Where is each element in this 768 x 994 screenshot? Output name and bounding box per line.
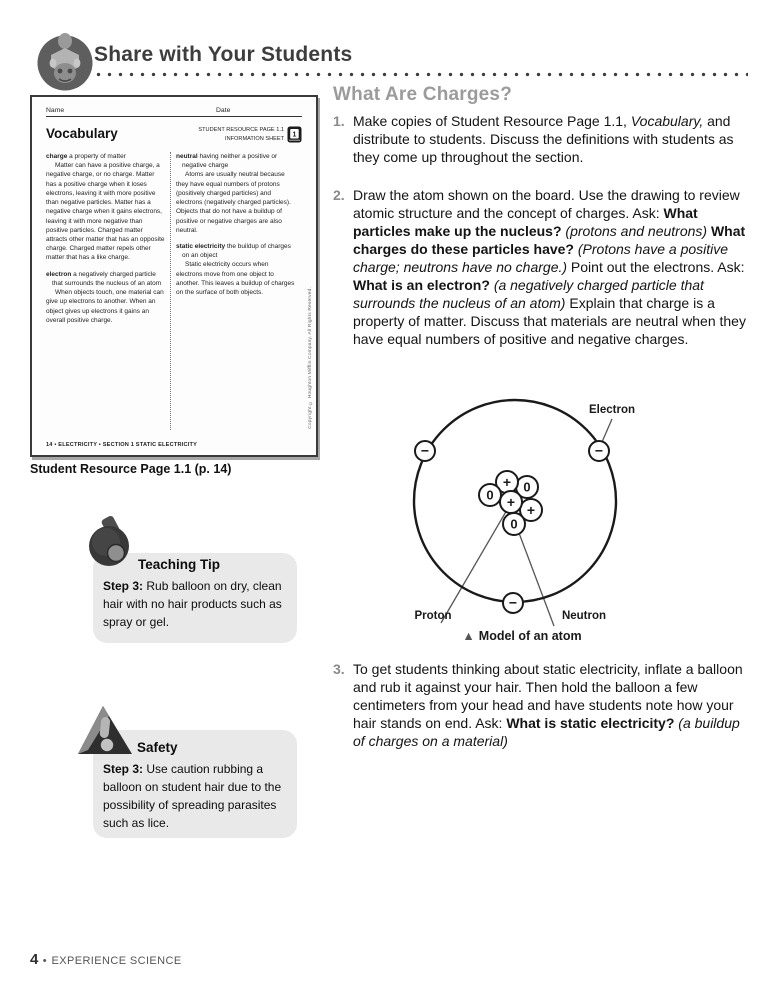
- footer-separator: •: [42, 955, 48, 967]
- definition-term: charge: [46, 153, 68, 160]
- definition-term: static electricity: [176, 242, 226, 250]
- svg-text:1: 1: [292, 131, 297, 139]
- safety-title: Safety: [137, 740, 178, 755]
- step-number: 3.: [333, 660, 345, 677]
- atom-diagram: [390, 390, 735, 638]
- neutron-leader-line: [516, 525, 554, 626]
- svg-text:−: −: [420, 442, 430, 459]
- definition-lead: [176, 152, 295, 170]
- teaching-tip-title: Teaching Tip: [138, 557, 221, 572]
- definition-term: neutral: [176, 153, 198, 160]
- svg-text:0: 0: [486, 487, 494, 503]
- svg-text:−: −: [508, 594, 518, 611]
- page-number: 4: [30, 951, 39, 968]
- definition-body: When objects touch, one material can give up electrons to another. When an object gives up electrons it gains an overall positive charge.: [46, 289, 164, 324]
- step-item-2: [333, 186, 757, 348]
- svg-text:+: +: [502, 474, 512, 490]
- proton-leader-line: [441, 503, 511, 623]
- definition-lead-text: the buildup of charges on an object: [182, 242, 291, 260]
- nucleus-particle: [503, 513, 525, 535]
- teaching-tip-text: Step 3: Rub balloon on dry, clean hair with no hair products such as spray or gel.: [103, 579, 282, 629]
- definition-lead: [46, 270, 165, 288]
- worksheet-definition-columns: [46, 152, 302, 430]
- step-item-1: [333, 112, 757, 166]
- student-resource-worksheet: [30, 95, 318, 457]
- electron-leader-line: [602, 419, 612, 442]
- book-icon: [287, 126, 302, 143]
- date-field-label: Date: [216, 107, 231, 114]
- name-field-label: Name: [46, 107, 65, 114]
- definition-lead-text: a negatively charged particle that surrounds the nucleus of an atom: [52, 270, 162, 287]
- copyright-vertical-text: Copyright © Houghton Mifflin Company. All Rights Reserved.: [308, 287, 313, 429]
- neutron-label: Neutron: [561, 610, 607, 622]
- step-number: 2.: [333, 186, 345, 203]
- electron-particle: [589, 441, 609, 461]
- page-footer: [30, 951, 182, 969]
- svg-text:0: 0: [510, 516, 518, 532]
- svg-text:0: 0: [523, 479, 531, 495]
- electron-particle: [415, 441, 435, 461]
- section-heading: What Are Charges?: [333, 84, 513, 105]
- proton-label: Proton: [414, 610, 452, 622]
- electron-label: Electron: [589, 404, 636, 416]
- worksheet-caption: Student Resource Page 1.1 (p. 14): [30, 462, 232, 476]
- worksheet-page-footer: 14 • ELECTRICITY • SECTION 1 STATIC ELECTRICITY: [46, 442, 197, 448]
- svg-text:−: −: [594, 442, 604, 459]
- step-item-3: [333, 660, 757, 750]
- nucleus-particle: [500, 491, 522, 513]
- safety-text: Step 3: Use caution rubbing a balloon on student hair due to the possibility of spreading parasites such as lice.: [103, 762, 282, 830]
- nucleus-particle: [479, 484, 501, 506]
- definition-lead-text: having neither a positive or negative charge: [182, 153, 278, 170]
- safety-warning-icon: [76, 704, 138, 758]
- worksheet-title: Vocabulary: [46, 126, 118, 141]
- mascot-icon: [36, 33, 94, 91]
- step-text: To get students thinking about static electricity, inflate a balloon and rub it against your hair. Then hold the balloon a few centimeters from your head and have students note how your hair stands on end. Ask: What is static electricity? (a buildup of charges on a material): [353, 661, 743, 750]
- definition-body: Matter can have a positive charge, a negative charge, or no charge. Matter has a positive charge when it loses electrons, leaving it with more positive than negative particles. Matter has a negative charge when it gains electrons, leaving it with more negative than positive particles. Charged matter attracts other matter that has an opposite charge. Charged matter repels other matter that has a like charge.: [46, 162, 165, 262]
- caption-triangle-icon: ▲: [462, 629, 475, 643]
- worksheet-right-column: [176, 152, 295, 430]
- page-title: Share with Your Students: [94, 43, 353, 66]
- caption-text: Model of an atom: [478, 629, 582, 643]
- definition-body: Static electricity occurs when electrons move from one object to another. This leaves a buildup of charges on the surface of both objects.: [176, 261, 295, 297]
- step-text: Make copies of Student Resource Page 1.1, Vocabulary, and distribute to students. Discuss the definitions with students as they come up throughout the section.: [353, 113, 734, 166]
- svg-text:+: +: [526, 502, 536, 518]
- worksheet-left-column: [46, 152, 165, 430]
- resource-line-2: INFORMATION SHEET: [225, 135, 284, 142]
- definition-lead: [46, 152, 165, 161]
- worksheet-header: [46, 126, 302, 143]
- resource-line-1: STUDENT RESOURCE PAGE 1.1: [198, 127, 284, 134]
- definition-lead-text: a property of matter: [67, 153, 126, 160]
- teaching-tip-icon: [84, 516, 138, 568]
- worksheet-name-date-row: [46, 105, 302, 117]
- step-number: 1.: [333, 112, 345, 129]
- diagram-caption: [402, 629, 642, 643]
- resource-tag: [198, 126, 302, 143]
- definition-lead: [176, 242, 295, 260]
- dotted-divider: [96, 72, 748, 77]
- svg-text:+: +: [506, 494, 516, 510]
- footer-book-title: EXPERIENCE SCIENCE: [51, 955, 182, 967]
- resource-tag-text: [198, 126, 284, 143]
- column-dotted-divider: [170, 152, 171, 430]
- definition-term: electron: [46, 270, 72, 278]
- definition-body: Atoms are usually neutral because they have equal numbers of protons (positively charged particles) and electrons (negatively charged particles). Objects that do not have a buildup of positive or negative charges are also neutral.: [176, 171, 291, 234]
- step-text: Draw the atom shown on the board. Use the drawing to review atomic structure and the concept of charges. Ask: What particles make up the nucleus? (protons and neutrons) What charges do these particles have? (Protons have a positive charge; neutrons have no charge.) Point out the electrons. Ask: What is an electron? (a negatively charged particle that surrounds the nucleus of an atom) Explain that charge is a property of matter. Discuss that materials are neutral when they have equal numbers of positive and negative charges.: [353, 187, 746, 348]
- electron-particle: [503, 593, 523, 613]
